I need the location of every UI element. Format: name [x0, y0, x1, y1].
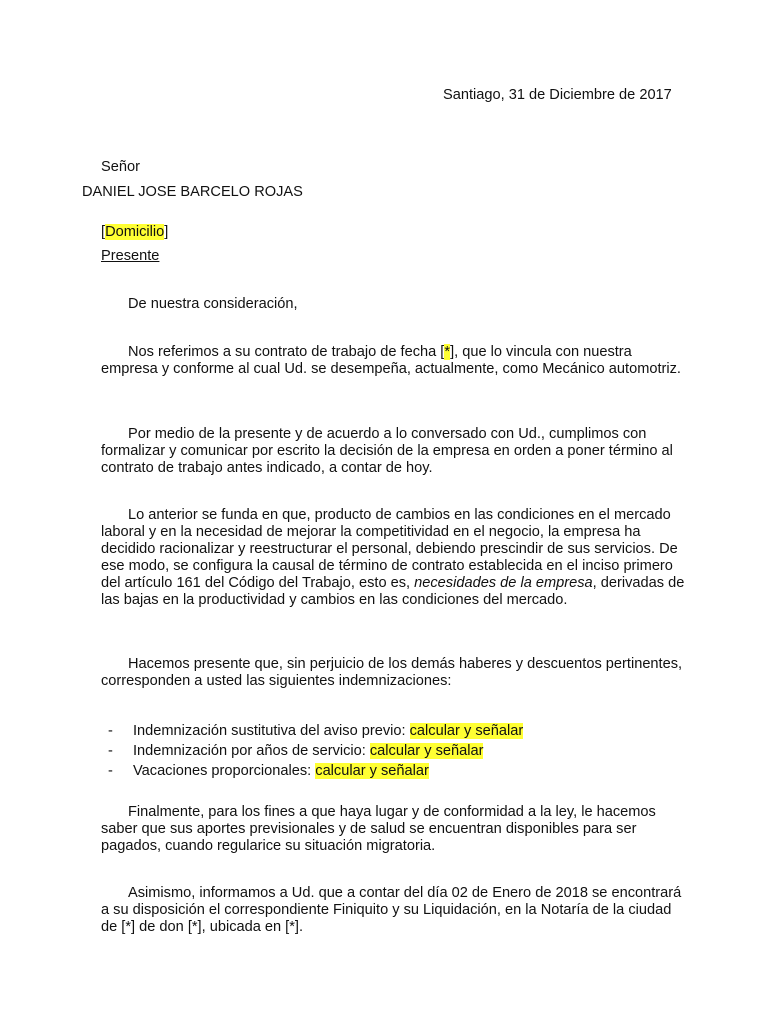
salutation: Señor — [101, 159, 140, 175]
paragraph-contributions-text: Finalmente, para los fines a que haya lugar y de conformidad a la ley, le hacemos saber que sus aportes previsionales y de salud se encuentran disponibles para ser pagados, cuando regularice su situación migratoria. — [101, 804, 656, 854]
paragraph-reasons-italic: necesidades de la empresa — [414, 575, 593, 591]
paragraph-reasons-start: Lo anterior se funda en que, producto de cambios en las condiciones en el mercado laboral y en la necesidad de mejorar la competitividad en el negocio, la empresa ha decidido racionalizar y reestructurar el personal, debiendo prescindir de sus servicios. De ese modo, se configura la causal de término de contrato establecida en el inciso primero del artículo 161 del Código del Trabajo, esto es, — [101, 507, 678, 591]
list-item-value: calcular y señalar — [409, 723, 524, 739]
paragraph-termination-text: Por medio de la presente y de acuerdo a lo conversado con Ud., cumplimos con formalizar y comunicar por escrito la decisión de la empresa en orden a poner término al contrato de trabajo antes indicado, a contar de hoy. — [101, 426, 673, 476]
list-dash: - — [108, 723, 113, 739]
list-item-text — [133, 741, 483, 761]
list-dash: - — [108, 743, 113, 759]
paragraph-contract-end: ], que lo vincula con nuestra empresa y conforme al cual Ud. se desempeña, actualmente, como Mecánico automotriz. — [101, 344, 681, 377]
address-placeholder: Domicilio — [105, 224, 165, 240]
paragraph-reasons — [101, 507, 691, 609]
list-item-text — [133, 761, 429, 781]
list-item-label: Indemnización por años de servicio: — [133, 743, 370, 759]
list-item-value: calcular y señalar — [315, 763, 429, 779]
address-close-bracket: ] — [164, 224, 169, 240]
recipient-name: DANIEL JOSE BARCELO ROJAS — [82, 184, 303, 200]
paragraph-contract — [101, 344, 691, 378]
list-item-label: Vacaciones proporcionales: — [133, 763, 316, 779]
paragraph-contributions — [101, 804, 691, 855]
address-line — [101, 224, 168, 241]
address-open-bracket: [ — [101, 224, 106, 240]
list-item-value: calcular y señalar — [369, 743, 484, 759]
paragraph-termination — [101, 426, 691, 477]
paragraph-indemnities — [101, 656, 691, 690]
list-dash: - — [108, 763, 113, 779]
list-item-label: Indemnización sustitutiva del aviso previo: — [133, 723, 410, 739]
paragraph-settlement-text: Asimismo, informamos a Ud. que a contar del día 02 de Enero de 2018 se encontrará a su disposición el correspondiente Finiquito y su Liquidación, en la Notaría de la ciudad de [*] de don [*], ubicada en [*]. — [101, 885, 682, 935]
paragraph-settlement — [101, 885, 691, 936]
greeting: De nuestra consideración, — [128, 296, 298, 312]
date-line: Santiago, 31 de Diciembre de 2017 — [443, 87, 672, 103]
paragraph-indemnities-text: Hacemos presente que, sin perjuicio de los demás haberes y descuentos pertinentes, corresponden a usted las siguientes indemnizaciones: — [101, 656, 683, 689]
presente-label: Presente — [101, 248, 160, 264]
paragraph-reasons-end: , derivadas de las bajas en la productividad y cambios en las condiciones del mercado. — [101, 575, 685, 608]
paragraph-contract-start: Nos referimos a su contrato de trabajo de fecha [ — [128, 344, 445, 360]
list-item-text — [133, 721, 523, 741]
contract-date-placeholder: * — [444, 344, 451, 360]
